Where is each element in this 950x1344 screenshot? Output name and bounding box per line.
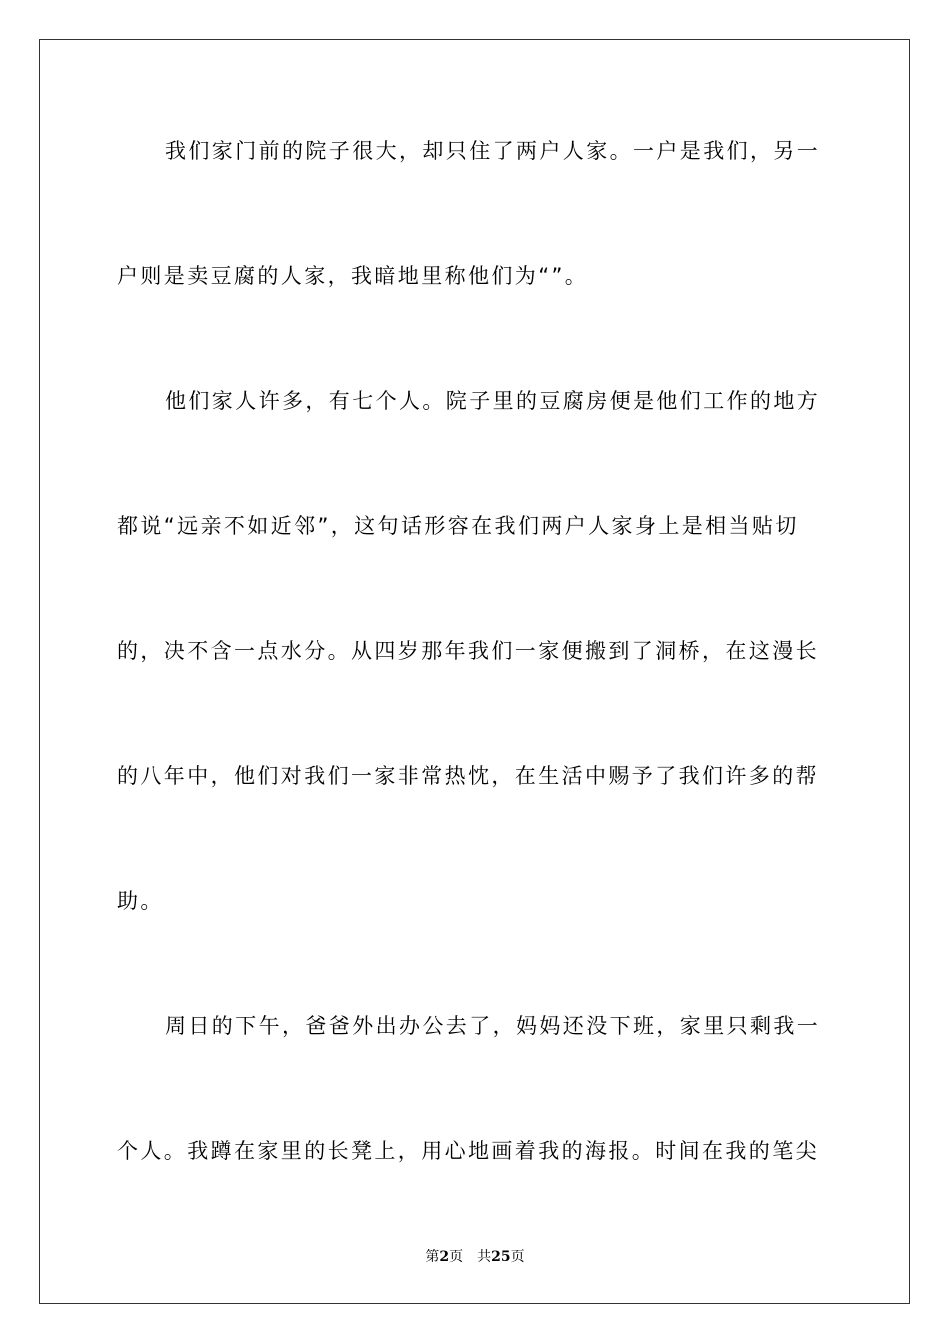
paragraph-line: 我们家门前的院子很大，却只住了两户人家。一户是我们，另一 <box>165 139 821 163</box>
paragraph-line: 都说“远亲不如近邻”，这句话形容在我们两户人家身上是相当贴切 <box>117 514 799 538</box>
footer-page-suffix: 页 <box>449 1249 464 1265</box>
footer-total-prefix: 共 <box>477 1249 492 1265</box>
paragraph-line: 周日的下午，爸爸外出办公去了，妈妈还没下班，家里只剩我一 <box>165 1014 821 1038</box>
paragraph-line: 助。 <box>117 889 164 913</box>
footer-total-pages: 25 <box>491 1249 511 1265</box>
paragraph-line: 户则是卖豆腐的人家，我暗地里称他们为“”。 <box>117 264 589 288</box>
footer-page-number: 2 <box>439 1249 450 1265</box>
paragraph-line: 的，决不含一点水分。从四岁那年我们一家便搬到了洞桥，在这漫长 <box>117 639 819 663</box>
paragraph-line: 的八年中，他们对我们一家非常热忱，在生活中赐予了我们许多的帮 <box>117 764 819 788</box>
page-border <box>39 39 910 1304</box>
footer-total-suffix: 页 <box>510 1249 525 1265</box>
paragraph-line: 他们家人许多，有七个人。院子里的豆腐房便是他们工作的地方 <box>165 389 821 413</box>
paragraph-line: 个人。我蹲在家里的长凳上，用心地画着我的海报。时间在我的笔尖 <box>117 1139 819 1163</box>
footer-page-prefix: 第 <box>425 1249 440 1265</box>
page-footer <box>0 1248 950 1266</box>
